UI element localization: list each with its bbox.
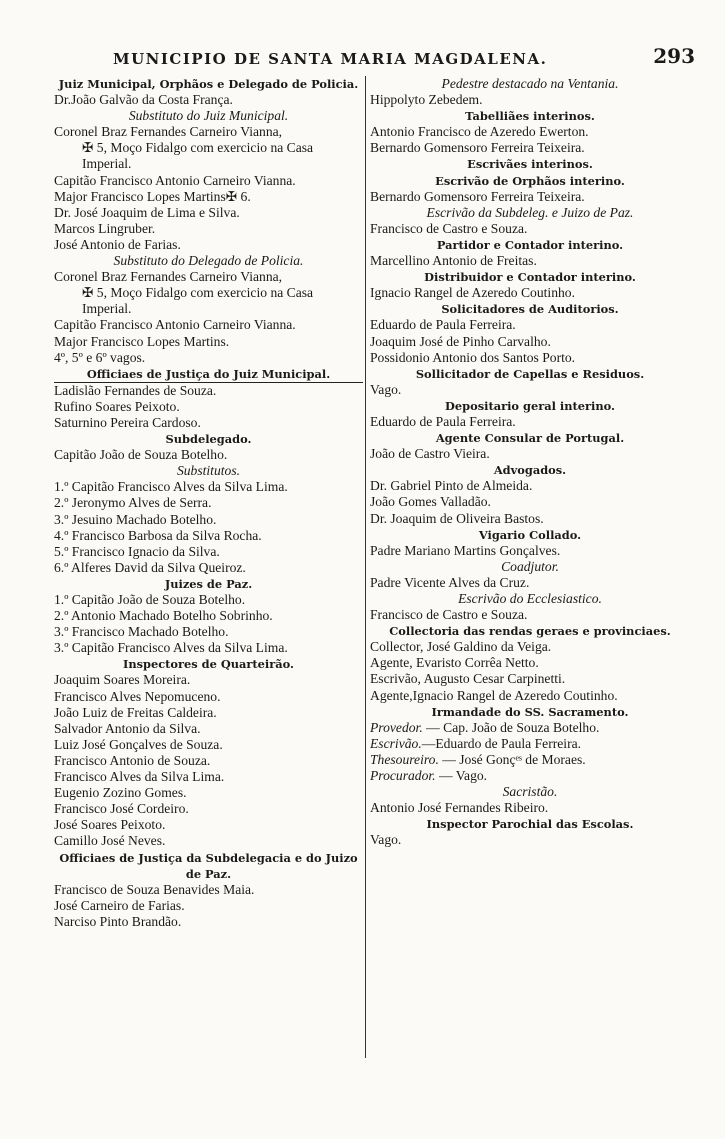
- entry-line: 1.º Capitão Francisco Alves da Silva Lima.: [54, 479, 288, 495]
- section-heading: Agente Consular de Portugal.: [435, 431, 625, 446]
- entry-line: 6.º Alferes David da Silva Queiroz.: [54, 559, 246, 575]
- entry-line: Francisco Alves da Silva Lima.: [54, 769, 225, 785]
- entry-line: 4.º Francisco Barbosa da Silva Rocha.: [54, 527, 262, 543]
- entry-line: Padre Mariano Martins Gonçalves.: [370, 542, 561, 558]
- column-divider: [365, 76, 366, 1058]
- section-heading: Vigario Collado.: [478, 527, 582, 542]
- entry-line: Francisco de Castro e Souza.: [370, 607, 528, 623]
- entry-line: Capitão Francisco Antonio Carneiro Vianna.: [54, 172, 296, 188]
- sub-heading: Pedestre destacado na Ventania.: [441, 76, 619, 91]
- entry-line: Francisco de Souza Benavides Maia.: [54, 881, 255, 897]
- entry-line: Marcellino Antonio de Freitas.: [370, 253, 537, 269]
- section-heading: Distribuidor e Contador interino.: [424, 270, 636, 285]
- entry-line: Dr. Gabriel Pinto de Almeida.: [370, 478, 533, 494]
- section-heading: Juizes de Paz.: [164, 576, 253, 591]
- entry-line: João Gomes Valladão.: [370, 494, 491, 510]
- sub-heading: Escrivão da Subdeleg. e Juizo de Paz.: [426, 204, 634, 220]
- entry-line: Saturnino Pereira Cardoso.: [54, 414, 201, 430]
- sub-heading: Substituto do Delegado de Policia.: [113, 253, 304, 269]
- section-heading: Officiaes de Justiça da Subdelegacia e do Juizo de Paz.: [59, 850, 358, 881]
- entry-line: 3.º Francisco Machado Botelho.: [54, 624, 229, 640]
- section-heading: Escrivão de Orphãos interino.: [435, 173, 625, 188]
- entry-line: Eugenio Zozino Gomes.: [54, 785, 187, 801]
- entry-line: Ladislão Fernandes de Souza.: [54, 382, 217, 398]
- entry-line: 1.º Capitão João de Souza Botelho.: [54, 592, 246, 607]
- entry-line: José Carneiro de Farias.: [54, 897, 185, 913]
- entry-line: Narciso Pinto Brandão.: [54, 913, 182, 929]
- entry-line: 2.º Antonio Machado Botelho Sobrinho.: [54, 608, 273, 624]
- section-heading: Advogados.: [493, 463, 567, 478]
- sub-heading: Substitutos.: [176, 463, 241, 479]
- entry-line: Imperial.: [82, 156, 132, 172]
- entry-line: Francisco de Castro e Souza.: [370, 220, 528, 236]
- office-label: Escrivão.: [370, 735, 422, 751]
- entry-line: Bernardo Gomensoro Ferreira Teixeira.: [370, 140, 585, 156]
- entry-line: Collector, José Galdino da Veiga.: [370, 639, 552, 655]
- entry-line: 4º, 5º e 6º vagos.: [54, 349, 146, 365]
- entry-line: Eduardo de Paula Ferreira.: [370, 413, 516, 429]
- office-label: Provedor.: [370, 719, 423, 735]
- entry-line: Camillo José Neves.: [54, 833, 166, 849]
- entry-line: Capitão Francisco Antonio Carneiro Vianna.: [54, 317, 296, 333]
- entry-line: 3.º Capitão Francisco Alves da Silva Lima.: [54, 640, 288, 656]
- entry-line: Padre Vicente Alves da Cruz.: [370, 574, 530, 590]
- entry-line: Dr. José Joaquim de Lima e Silva.: [54, 204, 240, 220]
- entry-line: ✠ 5, Moço Fidalgo com exercicio na Casa: [82, 285, 314, 301]
- office-label: Procurador.: [370, 768, 436, 784]
- section-heading: Partidor e Contador interino.: [436, 237, 624, 252]
- entry-line: Capitão João de Souza Botelho.: [54, 447, 228, 463]
- entry-line: Major Francisco Lopes Martins✠ 6.: [54, 188, 251, 204]
- entry-line: Escrivão, Augusto Cesar Carpinetti.: [370, 671, 566, 687]
- office-entry: [370, 720, 690, 736]
- entry-line: Ignacio Rangel de Azeredo Coutinho.: [370, 285, 575, 301]
- office-holder: — Cap. João de Souza Botelho.: [422, 719, 600, 735]
- office-holder: — Vago.: [435, 768, 488, 784]
- section-heading: Depositario geral interino.: [445, 398, 615, 413]
- entry-line: José Antonio de Farias.: [54, 236, 181, 252]
- entry-line: Imperial.: [82, 301, 132, 317]
- entry-line: Agente, Evaristo Corrêa Netto.: [370, 655, 539, 671]
- entry-line: Possidonio Antonio dos Santos Porto.: [370, 349, 576, 365]
- entry-line: Hippolyto Zebedem.: [370, 92, 483, 108]
- entry-line: Agente,Ignacio Rangel de Azeredo Coutinho.: [370, 687, 618, 703]
- entry-line: Marcos Lingruber.: [54, 220, 156, 236]
- left-column: [54, 76, 363, 930]
- entry-line: João de Castro Vieira.: [370, 446, 490, 462]
- entry-line: Bernardo Gomensoro Ferreira Teixeira.: [370, 188, 585, 204]
- section-heading: Juiz Municipal, Orphãos e Delegado de Policia.: [58, 77, 359, 91]
- section-heading: Solicitadores de Auditorios.: [441, 302, 619, 317]
- office-holder: — José Gonçᵉˢ de Moraes.: [438, 751, 586, 767]
- section-heading: Irmandade do SS. Sacramento.: [431, 704, 629, 719]
- entry-line: Joaquim José de Pinho Carvalho.: [370, 333, 551, 349]
- page-header: [55, 44, 695, 74]
- entry-line: 2.º Jeronymo Alves de Serra.: [54, 495, 212, 511]
- entry-line: Eduardo de Paula Ferreira.: [370, 317, 516, 333]
- entry-line: Joaquim Soares Moreira.: [54, 672, 191, 688]
- entry-line: Coronel Braz Fernandes Carneiro Vianna,: [54, 269, 283, 285]
- entry-line: Dr. Joaquim de Oliveira Bastos.: [370, 510, 544, 526]
- running-title: MUNICIPIO DE SANTA MARIA MAGDALENA.: [113, 50, 548, 68]
- section-heading: Sollicitador de Capellas e Residuos.: [415, 366, 645, 381]
- office-entry: [370, 736, 690, 752]
- entry-line: Coronel Braz Fernandes Carneiro Vianna,: [54, 124, 283, 140]
- office-holder: —Eduardo de Paula Ferreira.: [421, 735, 582, 751]
- page-number: 293: [653, 44, 695, 68]
- sub-heading: Coadjutor.: [501, 558, 559, 574]
- section-heading: Subdelegado.: [165, 432, 252, 447]
- entry-line: Antonio José Fernandes Ribeiro.: [370, 800, 549, 816]
- entry-line: Francisco José Cordeiro.: [54, 801, 189, 817]
- section-heading: Escrivães interinos.: [467, 157, 593, 172]
- entry-line: ✠ 5, Moço Fidalgo com exercicio na Casa: [82, 140, 314, 156]
- entry-line: Vago.: [370, 832, 402, 848]
- entry-line: Antonio Francisco de Azeredo Ewerton.: [370, 124, 589, 140]
- section-heading: Tabelliães interinos.: [465, 109, 595, 124]
- section-heading: Collectoria das rendas geraes e provinciaes.: [389, 624, 671, 639]
- entry-line: Rufino Soares Peixoto.: [54, 398, 180, 414]
- office-entry: [370, 768, 690, 784]
- sub-heading: Substituto do Juiz Municipal.: [128, 108, 289, 124]
- entry-line: Major Francisco Lopes Martins.: [54, 333, 230, 349]
- entry-line: José Soares Peixoto.: [54, 817, 166, 833]
- office-label: Thesoureiro.: [370, 751, 439, 767]
- section-heading: Inspector Parochial das Escolas.: [426, 817, 634, 832]
- entry-line: Dr.João Galvão da Costa França.: [54, 92, 233, 108]
- office-entry: [370, 752, 690, 768]
- section-heading: Officiaes de Justiça do Juiz Municipal.: [54, 366, 363, 383]
- entry-line: Salvador Antonio da Silva.: [54, 720, 201, 736]
- entry-line: Francisco Antonio de Souza.: [54, 752, 211, 768]
- section-heading: Inspectores de Quarteirão.: [123, 657, 294, 672]
- sub-heading: Sacristão.: [502, 784, 558, 800]
- sub-heading: Escrivão do Ecclesiastico.: [458, 591, 602, 606]
- right-column: [370, 76, 690, 849]
- entry-line: 3.º Jesuino Machado Botelho.: [54, 511, 217, 527]
- entry-line: Luiz José Gonçalves de Souza.: [54, 736, 223, 752]
- entry-line: 5.º Francisco Ignacio da Silva.: [54, 543, 220, 559]
- entry-line: João Luiz de Freitas Caldeira.: [54, 704, 217, 720]
- entry-line: Francisco Alves Nepomuceno.: [54, 688, 221, 704]
- entry-line: Vago.: [370, 381, 402, 397]
